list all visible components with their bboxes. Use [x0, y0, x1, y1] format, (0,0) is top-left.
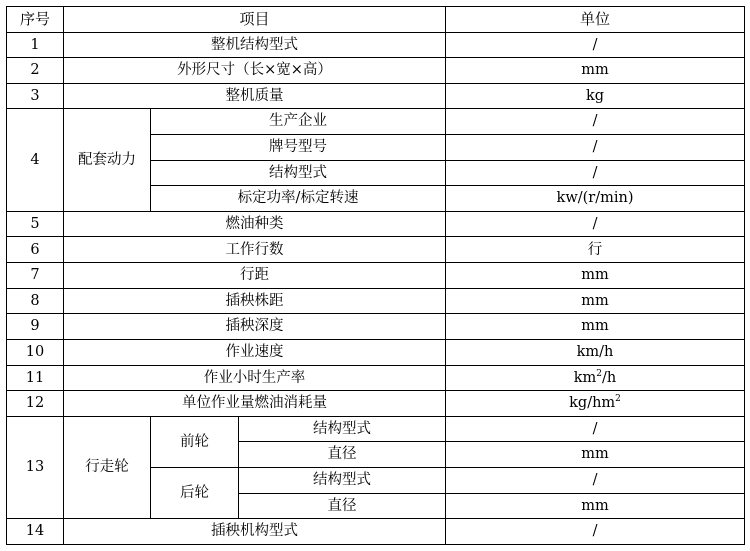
row-item: 作业小时生产率 — [64, 365, 446, 391]
row-no: 7 — [7, 263, 64, 289]
group-label-wheels: 行走轮 — [64, 416, 151, 518]
table-row — [7, 32, 745, 58]
header-no: 序号 — [7, 7, 64, 33]
sub-item: 结构型式 — [239, 467, 446, 493]
row-unit — [446, 365, 745, 391]
row-item: 整机结构型式 — [64, 32, 446, 58]
row-item: 工作行数 — [64, 237, 446, 263]
row-no: 9 — [7, 314, 64, 340]
row-unit: / — [446, 519, 745, 545]
row-unit: mm — [446, 263, 745, 289]
row-item: 外形尺寸（长×宽×高） — [64, 58, 446, 84]
row-item: 燃油种类 — [64, 211, 446, 237]
table-row — [7, 58, 745, 84]
row-no: 8 — [7, 288, 64, 314]
row-unit: kw/(r/min) — [446, 186, 745, 212]
table-row — [7, 263, 745, 289]
unit-base: km — [573, 369, 597, 386]
row-unit: km/h — [446, 339, 745, 365]
unit-base: kg/hm — [569, 395, 616, 412]
row-unit: mm — [446, 288, 745, 314]
row-unit: / — [446, 211, 745, 237]
unit-superscript: 2 — [615, 394, 621, 405]
row-item: 插秧株距 — [64, 288, 446, 314]
wheel-label-rear: 后轮 — [151, 467, 239, 518]
row-unit: / — [446, 135, 745, 161]
sub-item: 直径 — [239, 493, 446, 519]
table-row — [7, 339, 745, 365]
row-item: 作业速度 — [64, 339, 446, 365]
row-item: 插秧深度 — [64, 314, 446, 340]
row-unit: mm — [446, 442, 745, 468]
row-unit: / — [446, 32, 745, 58]
row-no: 4 — [7, 109, 64, 211]
row-unit: mm — [446, 314, 745, 340]
row-no: 13 — [7, 416, 64, 518]
row-no: 12 — [7, 391, 64, 417]
sub-item: 牌号型号 — [151, 135, 446, 161]
row-no: 6 — [7, 237, 64, 263]
table-row — [7, 109, 745, 135]
row-unit: / — [446, 160, 745, 186]
row-item: 插秧机构型式 — [64, 519, 446, 545]
row-item: 行距 — [64, 263, 446, 289]
unit-superscript: 2 — [596, 368, 603, 379]
row-no: 1 — [7, 32, 64, 58]
row-no: 11 — [7, 365, 64, 391]
row-unit — [446, 391, 745, 417]
row-no: 2 — [7, 58, 64, 84]
table-row — [7, 314, 745, 340]
row-unit: mm — [446, 58, 745, 84]
table-row — [7, 237, 745, 263]
sub-item: 直径 — [239, 442, 446, 468]
table-row — [7, 416, 745, 442]
row-unit: kg — [446, 83, 745, 109]
spec-table — [6, 6, 745, 545]
table-row — [7, 83, 745, 109]
row-no: 14 — [7, 519, 64, 545]
header-row — [7, 7, 745, 33]
row-unit: / — [446, 416, 745, 442]
table-row — [7, 391, 745, 417]
table-row — [7, 211, 745, 237]
row-no: 10 — [7, 339, 64, 365]
row-unit: / — [446, 109, 745, 135]
sub-item: 结构型式 — [151, 160, 446, 186]
row-item: 单位作业量燃油消耗量 — [64, 391, 446, 417]
row-unit: mm — [446, 493, 745, 519]
sub-item: 生产企业 — [151, 109, 446, 135]
wheel-label-front: 前轮 — [151, 416, 239, 467]
table-row — [7, 365, 745, 391]
unit-tail: /h — [602, 369, 617, 386]
group-label-power: 配套动力 — [64, 109, 151, 211]
row-no: 3 — [7, 83, 64, 109]
header-item: 项目 — [64, 7, 446, 33]
sub-item: 结构型式 — [239, 416, 446, 442]
table-row — [7, 519, 745, 545]
row-unit: / — [446, 467, 745, 493]
header-unit: 单位 — [446, 7, 745, 33]
sub-item: 标定功率/标定转速 — [151, 186, 446, 212]
table-row — [7, 288, 745, 314]
row-no: 5 — [7, 211, 64, 237]
row-item: 整机质量 — [64, 83, 446, 109]
row-unit: 行 — [446, 237, 745, 263]
